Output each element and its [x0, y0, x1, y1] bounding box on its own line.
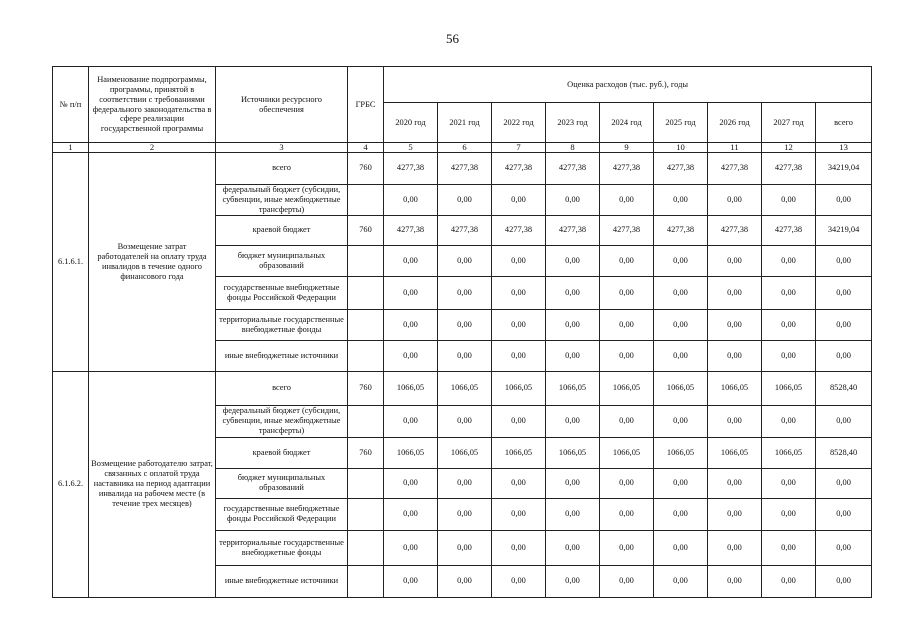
year-value: 0,00 [546, 340, 600, 371]
year-value: 4277,38 [492, 215, 546, 245]
header-year: 2026 год [708, 103, 762, 143]
year-value: 0,00 [762, 245, 816, 276]
year-value: 0,00 [654, 340, 708, 371]
year-value: 0,00 [492, 276, 546, 309]
year-value: 0,00 [438, 245, 492, 276]
year-value: 1066,05 [384, 371, 438, 405]
column-number: 9 [600, 143, 654, 153]
year-value: 0,00 [546, 468, 600, 498]
funding-source: бюджет муниципальных образований [216, 468, 348, 498]
year-value: 0,00 [600, 530, 654, 565]
year-value: 0,00 [600, 245, 654, 276]
funding-source: федеральный бюджет (субсидии, субвенции, иные межбюджетные трансферты) [216, 405, 348, 437]
year-value: 0,00 [654, 530, 708, 565]
year-value: 0,00 [762, 276, 816, 309]
year-value: 4277,38 [384, 152, 438, 184]
grbs-code [348, 245, 384, 276]
column-number: 6 [438, 143, 492, 153]
table-row [53, 371, 872, 405]
year-value: 4277,38 [492, 152, 546, 184]
year-value: 4277,38 [384, 215, 438, 245]
total-value: 8528,40 [816, 437, 872, 468]
column-number: 12 [762, 143, 816, 153]
year-value: 0,00 [492, 468, 546, 498]
year-value: 0,00 [708, 498, 762, 530]
year-value: 0,00 [384, 340, 438, 371]
year-value: 1066,05 [438, 371, 492, 405]
year-value: 0,00 [384, 276, 438, 309]
header-year: 2020 год [384, 103, 438, 143]
total-value: 0,00 [816, 468, 872, 498]
funding-source: бюджет муниципальных образований [216, 245, 348, 276]
funding-source: федеральный бюджет (субсидии, субвенции, иные межбюджетные трансферты) [216, 184, 348, 215]
funding-source: территориальные государственные внебюджетные фонды [216, 530, 348, 565]
grbs-code: 760 [348, 371, 384, 405]
year-value: 0,00 [708, 468, 762, 498]
year-value: 1066,05 [492, 437, 546, 468]
year-value: 0,00 [438, 276, 492, 309]
year-value: 0,00 [654, 309, 708, 340]
page-number: 56 [446, 31, 459, 46]
year-value: 0,00 [384, 530, 438, 565]
total-value: 0,00 [816, 245, 872, 276]
total-value: 34219,04 [816, 215, 872, 245]
year-value: 0,00 [546, 245, 600, 276]
year-value: 0,00 [384, 468, 438, 498]
funding-source: краевой бюджет [216, 437, 348, 468]
year-value: 0,00 [654, 245, 708, 276]
year-value: 4277,38 [546, 152, 600, 184]
funding-source: всего [216, 152, 348, 184]
header-year: 2021 год [438, 103, 492, 143]
header-source: Источники ресурсного обеспечения [216, 67, 348, 143]
year-value: 0,00 [708, 530, 762, 565]
column-number: 1 [53, 143, 89, 153]
funding-source: территориальные государственные внебюджетные фонды [216, 309, 348, 340]
grbs-code: 760 [348, 215, 384, 245]
year-value: 0,00 [762, 405, 816, 437]
funding-source: иные внебюджетные источники [216, 340, 348, 371]
header-year: 2022 год [492, 103, 546, 143]
funding-source: государственные внебюджетные фонды Российской Федерации [216, 276, 348, 309]
year-value: 4277,38 [708, 152, 762, 184]
year-value: 0,00 [654, 468, 708, 498]
year-value: 0,00 [546, 309, 600, 340]
total-value: 0,00 [816, 184, 872, 215]
grbs-code [348, 565, 384, 597]
total-value: 0,00 [816, 565, 872, 597]
grbs-code [348, 276, 384, 309]
grbs-code [348, 468, 384, 498]
header-year: 2024 год [600, 103, 654, 143]
year-value: 0,00 [762, 498, 816, 530]
funding-source: иные внебюджетные источники [216, 565, 348, 597]
header-num: № п/п [53, 67, 89, 143]
section-code: 6.1.6.1. [53, 152, 89, 371]
year-value: 1066,05 [762, 371, 816, 405]
year-value: 0,00 [492, 530, 546, 565]
year-value: 0,00 [546, 498, 600, 530]
year-value: 0,00 [600, 498, 654, 530]
header-year: всего [816, 103, 872, 143]
column-number: 5 [384, 143, 438, 153]
year-value: 0,00 [708, 276, 762, 309]
year-value: 1066,05 [546, 371, 600, 405]
section-title: Возмещение работодателю затрат, связанных с оплатой труда наставника на период адаптации инвалида на рабочем месте (в течение трех месяцев) [89, 371, 216, 597]
header-year: 2025 год [654, 103, 708, 143]
year-value: 0,00 [384, 565, 438, 597]
year-value: 1066,05 [600, 437, 654, 468]
grbs-code [348, 405, 384, 437]
year-value: 0,00 [438, 530, 492, 565]
year-value: 0,00 [546, 530, 600, 565]
column-number: 3 [216, 143, 348, 153]
year-value: 0,00 [492, 184, 546, 215]
year-value: 0,00 [384, 498, 438, 530]
total-value: 0,00 [816, 498, 872, 530]
header-year: 2023 год [546, 103, 600, 143]
year-value: 1066,05 [654, 437, 708, 468]
grbs-code [348, 309, 384, 340]
column-number: 8 [546, 143, 600, 153]
year-value: 0,00 [384, 309, 438, 340]
year-value: 0,00 [492, 405, 546, 437]
year-value: 4277,38 [654, 215, 708, 245]
grbs-code [348, 498, 384, 530]
header-year: 2027 год [762, 103, 816, 143]
year-value: 1066,05 [600, 371, 654, 405]
total-value: 34219,04 [816, 152, 872, 184]
year-value: 0,00 [600, 340, 654, 371]
year-value: 0,00 [708, 405, 762, 437]
year-value: 0,00 [600, 468, 654, 498]
year-value: 0,00 [654, 184, 708, 215]
grbs-code [348, 530, 384, 565]
column-number: 10 [654, 143, 708, 153]
funding-source: краевой бюджет [216, 215, 348, 245]
year-value: 0,00 [654, 498, 708, 530]
section-title: Возмещение затрат работодателей на оплату труда инвалидов в течение одного финансового года [89, 152, 216, 371]
column-number: 13 [816, 143, 872, 153]
grbs-code [348, 340, 384, 371]
year-value: 0,00 [762, 340, 816, 371]
header-name: Наименование подпрограммы, программы, принятой в соответствии с требованиями федерального законодательства в сфере реализации государственной программы [89, 67, 216, 143]
year-value: 0,00 [762, 309, 816, 340]
section-code: 6.1.6.2. [53, 371, 89, 597]
grbs-code [348, 184, 384, 215]
total-value: 0,00 [816, 309, 872, 340]
grbs-code: 760 [348, 437, 384, 468]
year-value: 0,00 [654, 565, 708, 597]
year-value: 0,00 [438, 468, 492, 498]
funding-source: всего [216, 371, 348, 405]
total-value: 0,00 [816, 276, 872, 309]
table-row [53, 152, 872, 184]
total-value: 0,00 [816, 530, 872, 565]
year-value: 0,00 [492, 309, 546, 340]
grbs-code: 760 [348, 152, 384, 184]
year-value: 0,00 [708, 309, 762, 340]
year-value: 0,00 [546, 276, 600, 309]
year-value: 0,00 [600, 565, 654, 597]
year-value: 1066,05 [654, 371, 708, 405]
year-value: 0,00 [654, 276, 708, 309]
year-value: 1066,05 [438, 437, 492, 468]
year-value: 0,00 [600, 309, 654, 340]
year-value: 0,00 [762, 565, 816, 597]
year-value: 1066,05 [546, 437, 600, 468]
column-number: 11 [708, 143, 762, 153]
year-value: 4277,38 [600, 215, 654, 245]
year-value: 0,00 [492, 340, 546, 371]
year-value: 0,00 [438, 565, 492, 597]
year-value: 0,00 [492, 245, 546, 276]
year-value: 4277,38 [654, 152, 708, 184]
year-value: 0,00 [600, 276, 654, 309]
year-value: 0,00 [384, 184, 438, 215]
year-value: 0,00 [384, 405, 438, 437]
year-value: 0,00 [654, 405, 708, 437]
year-value: 0,00 [492, 498, 546, 530]
year-value: 0,00 [708, 184, 762, 215]
year-value: 0,00 [438, 340, 492, 371]
year-value: 0,00 [492, 565, 546, 597]
year-value: 4277,38 [708, 215, 762, 245]
header-grbs: ГРБС [348, 67, 384, 143]
year-value: 1066,05 [384, 437, 438, 468]
year-value: 0,00 [438, 184, 492, 215]
year-value: 1066,05 [762, 437, 816, 468]
year-value: 1066,05 [492, 371, 546, 405]
year-value: 0,00 [762, 530, 816, 565]
year-value: 4277,38 [762, 152, 816, 184]
year-value: 0,00 [762, 184, 816, 215]
total-value: 0,00 [816, 405, 872, 437]
year-value: 4277,38 [600, 152, 654, 184]
budget-table [52, 66, 872, 598]
funding-source: государственные внебюджетные фонды Российской Федерации [216, 498, 348, 530]
year-value: 0,00 [438, 309, 492, 340]
year-value: 1066,05 [708, 371, 762, 405]
year-value: 0,00 [546, 184, 600, 215]
year-value: 1066,05 [708, 437, 762, 468]
year-value: 0,00 [762, 468, 816, 498]
column-number: 7 [492, 143, 546, 153]
year-value: 0,00 [384, 245, 438, 276]
year-value: 0,00 [546, 405, 600, 437]
total-value: 0,00 [816, 340, 872, 371]
year-value: 0,00 [708, 565, 762, 597]
year-value: 0,00 [438, 405, 492, 437]
year-value: 0,00 [600, 184, 654, 215]
header-estimate: Оценка расходов (тыс. руб.), годы [384, 67, 872, 103]
column-number: 2 [89, 143, 216, 153]
column-number: 4 [348, 143, 384, 153]
total-value: 8528,40 [816, 371, 872, 405]
year-value: 0,00 [600, 405, 654, 437]
year-value: 0,00 [546, 565, 600, 597]
year-value: 4277,38 [546, 215, 600, 245]
year-value: 0,00 [708, 245, 762, 276]
year-value: 0,00 [708, 340, 762, 371]
year-value: 4277,38 [762, 215, 816, 245]
year-value: 0,00 [438, 498, 492, 530]
year-value: 4277,38 [438, 215, 492, 245]
year-value: 4277,38 [438, 152, 492, 184]
